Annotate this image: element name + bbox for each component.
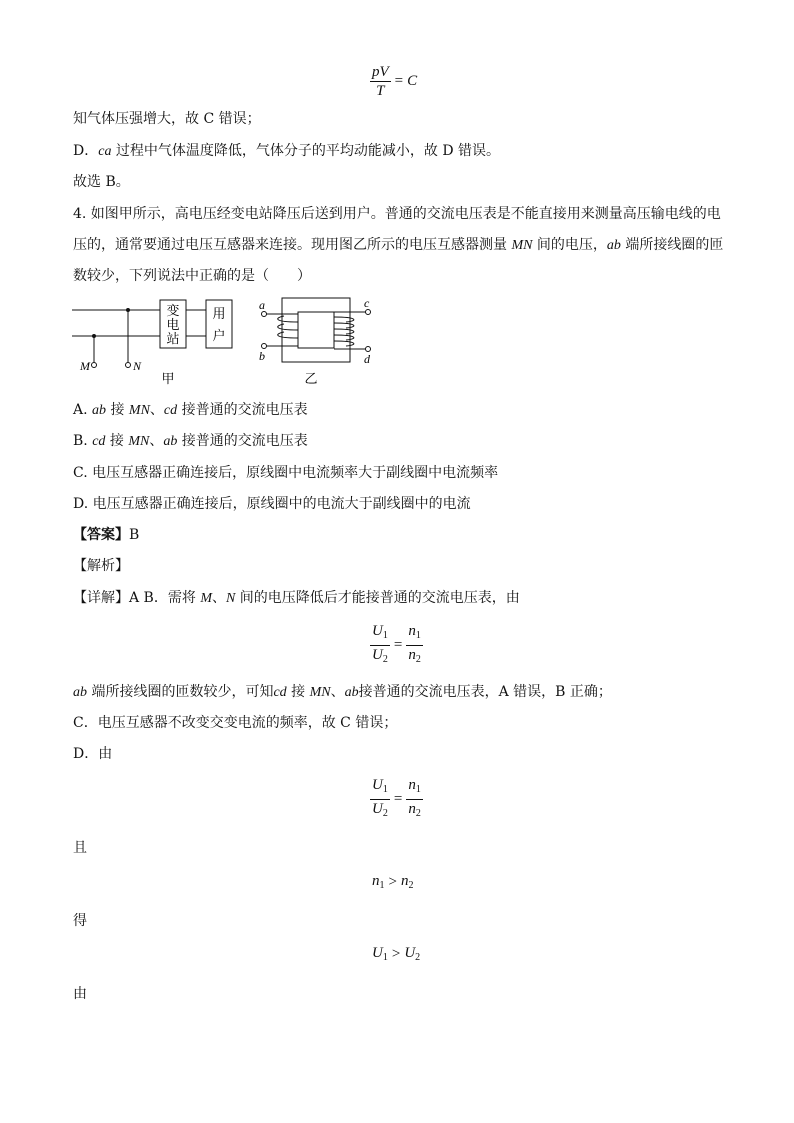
detail-paragraph <box>73 589 520 608</box>
text: D． <box>73 143 99 159</box>
variable: ab <box>606 238 621 253</box>
text: B. <box>73 433 93 449</box>
text: 压的，通常要通过电压互感器来连接。现用图乙所示的电压互感器测量 <box>73 237 512 253</box>
operator: > <box>388 873 397 890</box>
fraction-denominator: T <box>376 83 385 99</box>
equation-transformer-ratio <box>370 622 423 669</box>
text: 接 <box>286 684 310 700</box>
equation-turns-inequality <box>372 873 413 891</box>
text: 端所接线圈的匝数较少，可知 <box>87 684 274 700</box>
fraction-denominator: $n_2$ <box>408 647 421 665</box>
variable: MN <box>309 685 331 700</box>
paragraph <box>73 142 500 161</box>
terminal-label-c: c <box>364 296 370 310</box>
text: A. <box>73 402 93 418</box>
text: 、 <box>211 590 226 606</box>
text: 过程中气体温度降低，气体分子的平均动能减小，故 D 错误。 <box>111 143 501 159</box>
variable: ab <box>92 403 107 418</box>
option-a <box>73 401 308 420</box>
paragraph: D．由 <box>73 746 113 762</box>
fraction <box>370 63 391 100</box>
text: 、 <box>149 402 164 418</box>
analysis-label: 【解析】 <box>73 558 129 574</box>
figure-yi-transformer <box>254 294 380 388</box>
paragraph: 由 <box>73 986 87 1002</box>
equation-voltage-inequality <box>372 945 420 963</box>
equals-sign: = <box>393 637 403 653</box>
text: 接普通的交流电压表 <box>177 433 308 449</box>
equals-sign: = <box>393 791 403 807</box>
variable: ab <box>344 685 359 700</box>
lhs: $n_1$ <box>372 873 385 891</box>
terminal-label-d: d <box>364 352 370 366</box>
answer-value: B <box>129 527 140 543</box>
answer <box>73 526 139 544</box>
fraction <box>370 622 390 669</box>
text: 、 <box>330 684 345 700</box>
fraction <box>406 622 423 669</box>
option-b <box>73 432 308 451</box>
paragraph: C．电压互感器不改变交变电流的频率，故 C 错误； <box>73 715 398 731</box>
terminal-label-a: a <box>259 298 265 312</box>
equation-transformer-ratio-repeat <box>370 776 423 823</box>
variable: MN <box>511 238 533 253</box>
text: 间的电压， <box>532 237 607 253</box>
variable: cd <box>92 434 106 449</box>
text: 端所接线圈的匝 <box>620 237 724 253</box>
fraction-numerator: $n_1$ <box>406 776 423 800</box>
box-char: 用 <box>212 306 226 321</box>
option-c: C. 电压互感器正确连接后，原线圈中电流频率大于副线圈中电流频率 <box>73 465 499 481</box>
fraction-denominator: $U_2$ <box>372 647 388 665</box>
question-text: 数较少，下列说法中正确的是（ ） <box>73 268 311 284</box>
fraction-denominator: $n_2$ <box>408 801 421 819</box>
text: 、 <box>149 433 164 449</box>
terminal-label-m: M <box>80 359 90 373</box>
text: 接普通的交流电压表，A 错误，B 正确； <box>358 684 612 700</box>
figure-caption: 乙 <box>304 371 318 386</box>
text: 接 <box>105 433 129 449</box>
fraction-numerator: $U_1$ <box>370 622 390 646</box>
fraction <box>370 776 390 823</box>
variable: MN <box>128 403 150 418</box>
terminal-label-n: N <box>133 359 142 373</box>
figure-jia-diagram <box>72 292 242 388</box>
variable: cd <box>163 403 178 418</box>
text: 接 <box>106 402 129 418</box>
fraction <box>406 776 423 823</box>
figure-caption: 甲 <box>161 371 175 386</box>
box-char: 户 <box>212 328 226 343</box>
paragraph: 得 <box>73 913 87 929</box>
text: A B．需将 <box>129 590 201 606</box>
fraction-denominator: $U_2$ <box>372 801 388 819</box>
question-text: 4. 如图甲所示，高电压经变电站降压后送到用户。普通的交流电压表是不能直接用来测量高压输电线的电 <box>73 206 721 222</box>
detail-label: 【详解】 <box>73 590 129 606</box>
terminal-label-b: b <box>259 349 265 363</box>
variable: N <box>225 591 236 606</box>
variable: M <box>200 591 212 606</box>
box-char: 站 <box>166 331 180 346</box>
text: 接普通的交流电压表 <box>177 402 308 418</box>
paragraph: 且 <box>73 840 87 856</box>
paragraph: 知气体压强增大，故 C 错误； <box>73 111 261 127</box>
equation-ideal-gas <box>370 63 417 100</box>
paragraph: 故选 B。 <box>73 174 130 190</box>
fraction-numerator: pV <box>372 64 389 80</box>
text: 间的电压降低后才能接普通的交流电压表，由 <box>235 590 520 606</box>
rhs: $U_2$ <box>404 945 421 963</box>
box-char: 变 <box>166 303 180 318</box>
question-text <box>73 236 723 255</box>
paragraph <box>73 683 612 702</box>
equals-sign: = <box>394 73 404 89</box>
answer-label: 【答案】 <box>73 527 129 543</box>
operator: > <box>391 945 401 962</box>
fraction-numerator: $n_1$ <box>406 622 423 646</box>
equation-rhs: C <box>407 73 418 89</box>
variable: cd <box>273 685 287 700</box>
option-d: D. 电压互感器正确连接后，原线圈中的电流大于副线圈中的电流 <box>73 496 471 512</box>
variable: ca <box>98 144 112 159</box>
lhs: $U_1$ <box>372 945 388 963</box>
rhs: $n_2$ <box>400 873 414 891</box>
box-char: 电 <box>166 317 180 332</box>
variable: MN <box>128 434 150 449</box>
variable: ab <box>73 685 87 700</box>
fraction-numerator: $U_1$ <box>370 776 390 800</box>
variable: ab <box>163 434 178 449</box>
